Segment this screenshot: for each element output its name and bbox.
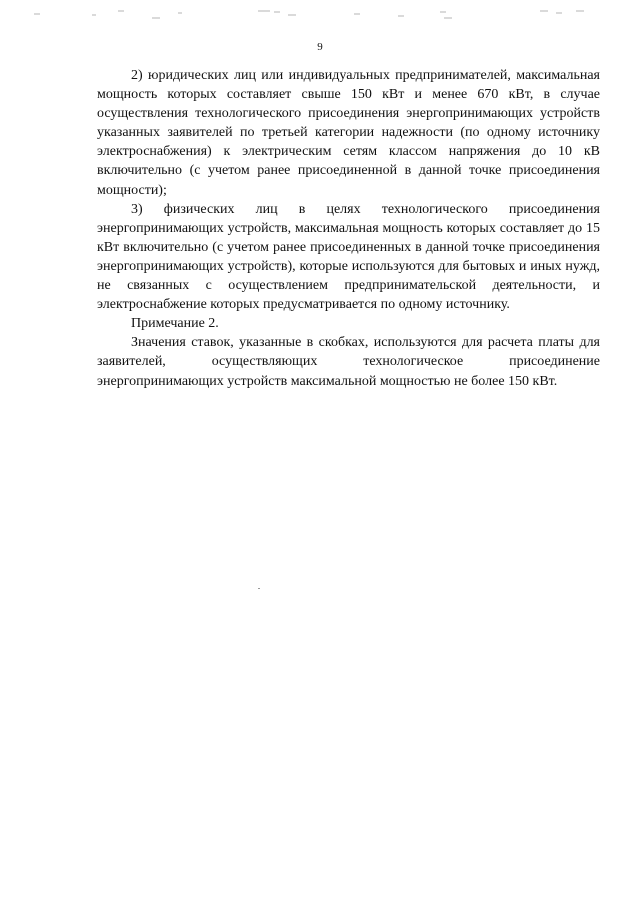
note-text: Значения ставок, указанные в скобках, используются для расчета платы для заявителей, осуществляющих технологическое присоединение энергопринимающих устройств максимальной мощностью не более 150 кВт. bbox=[97, 335, 600, 389]
document-body bbox=[97, 66, 600, 391]
paragraph-item-3: 3) физических лиц в целях технологического присоединения энергопринимающих устройств, максимальная мощность которых составляет до 15 кВт включительно (с учетом ранее присоединенных в данной точке присоединения энергопринимающих устройств), которые используются для бытовых и иных нужд, не связанных с осуществлением предпринимательской деятельности, и электроснабжение которых предусматривается по одному источнику. bbox=[97, 201, 600, 313]
paragraph-item-2: 2) юридических лиц или индивидуальных предпринимателей, максимальная мощность которых составляет свыше 150 кВт и менее 670 кВт, в случае осуществления технологического присоединения энергопринимающих устройств указанных заявителей по третьей категории надежности (по одному источнику электроснабжения) к электрическим сетям классом напряжения до 10 кВ включительно (с учетом ранее присоединенной в данной точке присоединения мощности); bbox=[97, 68, 600, 198]
note-heading: Примечание 2. bbox=[131, 316, 219, 332]
scan-artifacts bbox=[0, 6, 640, 26]
scan-speck bbox=[258, 588, 260, 589]
page-number: 9 bbox=[317, 41, 323, 53]
